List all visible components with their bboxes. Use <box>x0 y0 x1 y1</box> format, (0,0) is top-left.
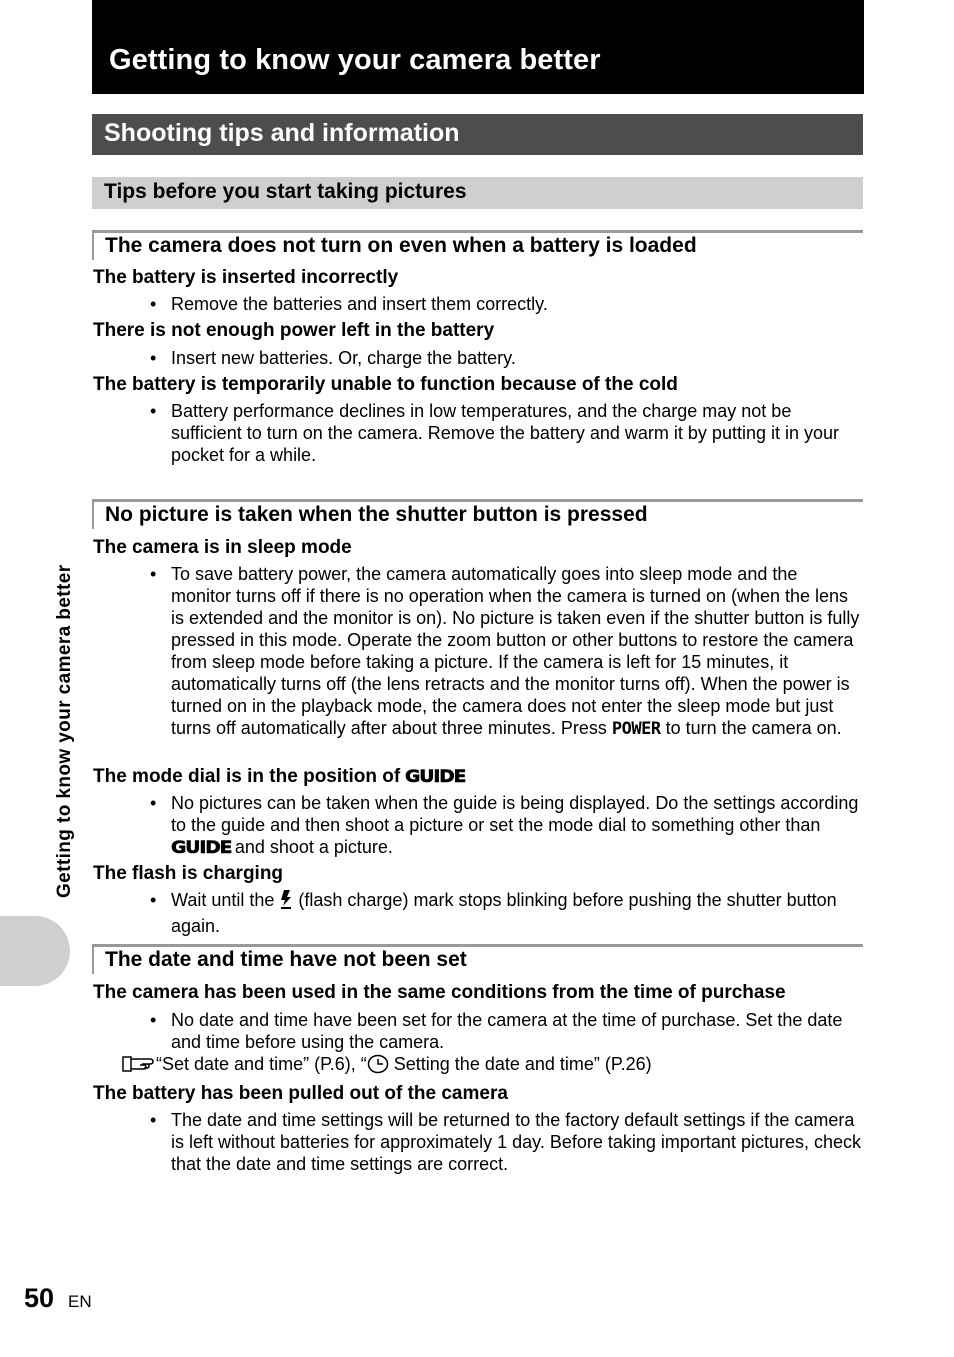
bullet-item: • Battery performance declines in low temperatures, and the charge may not be sufficient to turn on the camera. Remove the battery and warm it by putting it in your pocket for a while. <box>150 401 840 465</box>
cause-heading: The battery is temporarily unable to function because of the cold <box>93 374 678 395</box>
bullet-item: • No pictures can be taken when the guide is being displayed. Do the settings according to the guide and then shoot a picture or set the mode dial to something other than GUIDE and shoot a picture. <box>150 793 859 858</box>
bullet-item: • The date and time settings will be returned to the factory default settings if the camera is left without batteries for approximately 1 day. Before taking important pictures, check that the date and time settings are correct. <box>150 1110 861 1174</box>
subsection-header <box>92 177 863 209</box>
reference-line: “Set date and time” (P.6), “ Setting the date and time” (P.26) <box>122 1053 652 1079</box>
bullet-item: • To save battery power, the camera automatically goes into sleep mode and the monitor turns off if there is no operation when the camera is turned on (when the lens is extended and the monitor is on). No picture is taken even if the shutter button is fully pressed in this mode. Operate the zoom button or other buttons to restore the camera from sleep mode before taking a picture. If the camera is left for 15 minutes, it automatically turns off (the lens retracts and the monitor turns off). When the power is turned on in the playback mode, the camera does not enter the sleep mode but just turns off automatically after about three minutes. Press POWER to turn the camera on. <box>150 564 860 739</box>
cause-heading: The mode dial is in the position of GUIDE <box>93 766 466 787</box>
cause-heading: There is not enough power left in the battery <box>93 320 495 341</box>
cause-heading: The flash is charging <box>93 863 284 884</box>
section-header <box>92 114 863 155</box>
topic-header <box>92 944 863 974</box>
bullet-item: • Insert new batteries. Or, charge the battery. <box>150 348 516 368</box>
topic-header <box>92 499 863 529</box>
bullet-item: • Wait until the (flash charge) mark stops blinking before pushing the shutter button again. <box>150 890 837 936</box>
cause-heading: The camera is in sleep mode <box>93 537 352 558</box>
bullet-item: • Remove the batteries and insert them correctly. <box>150 294 548 314</box>
topic-title: The camera does not turn on even when a battery is loaded <box>105 234 697 257</box>
guide-mode-label: GUIDE <box>171 838 232 858</box>
power-button-label: POWER <box>611 719 661 739</box>
section-title: Shooting tips and information <box>104 119 460 147</box>
page-language: EN <box>68 1292 92 1311</box>
chapter-title: Getting to know your camera better <box>109 44 601 76</box>
bullet-item: • No date and time have been set for the camera at the time of purchase. Set the date and time before using the camera. <box>150 1010 843 1052</box>
flash-charge-icon <box>279 890 293 915</box>
clock-icon <box>367 1054 389 1079</box>
topic-header <box>92 230 863 260</box>
cause-heading: The camera has been used in the same conditions from the time of purchase <box>93 982 786 1003</box>
cause-heading: The battery is inserted incorrectly <box>93 267 399 288</box>
guide-mode-label: GUIDE <box>405 767 466 787</box>
cause-heading: The battery has been pulled out of the camera <box>93 1083 508 1104</box>
chapter-side-tab <box>0 916 70 986</box>
topic-title: The date and time have not been set <box>105 948 467 971</box>
page-number: 50 <box>24 1283 55 1313</box>
reference-hand-icon <box>122 1054 156 1079</box>
subsection-title: Tips before you start taking pictures <box>104 180 467 203</box>
topic-title: No picture is taken when the shutter button is pressed <box>105 503 648 526</box>
side-tab-label: Getting to know your camera better <box>54 564 75 898</box>
chapter-header <box>92 0 864 94</box>
